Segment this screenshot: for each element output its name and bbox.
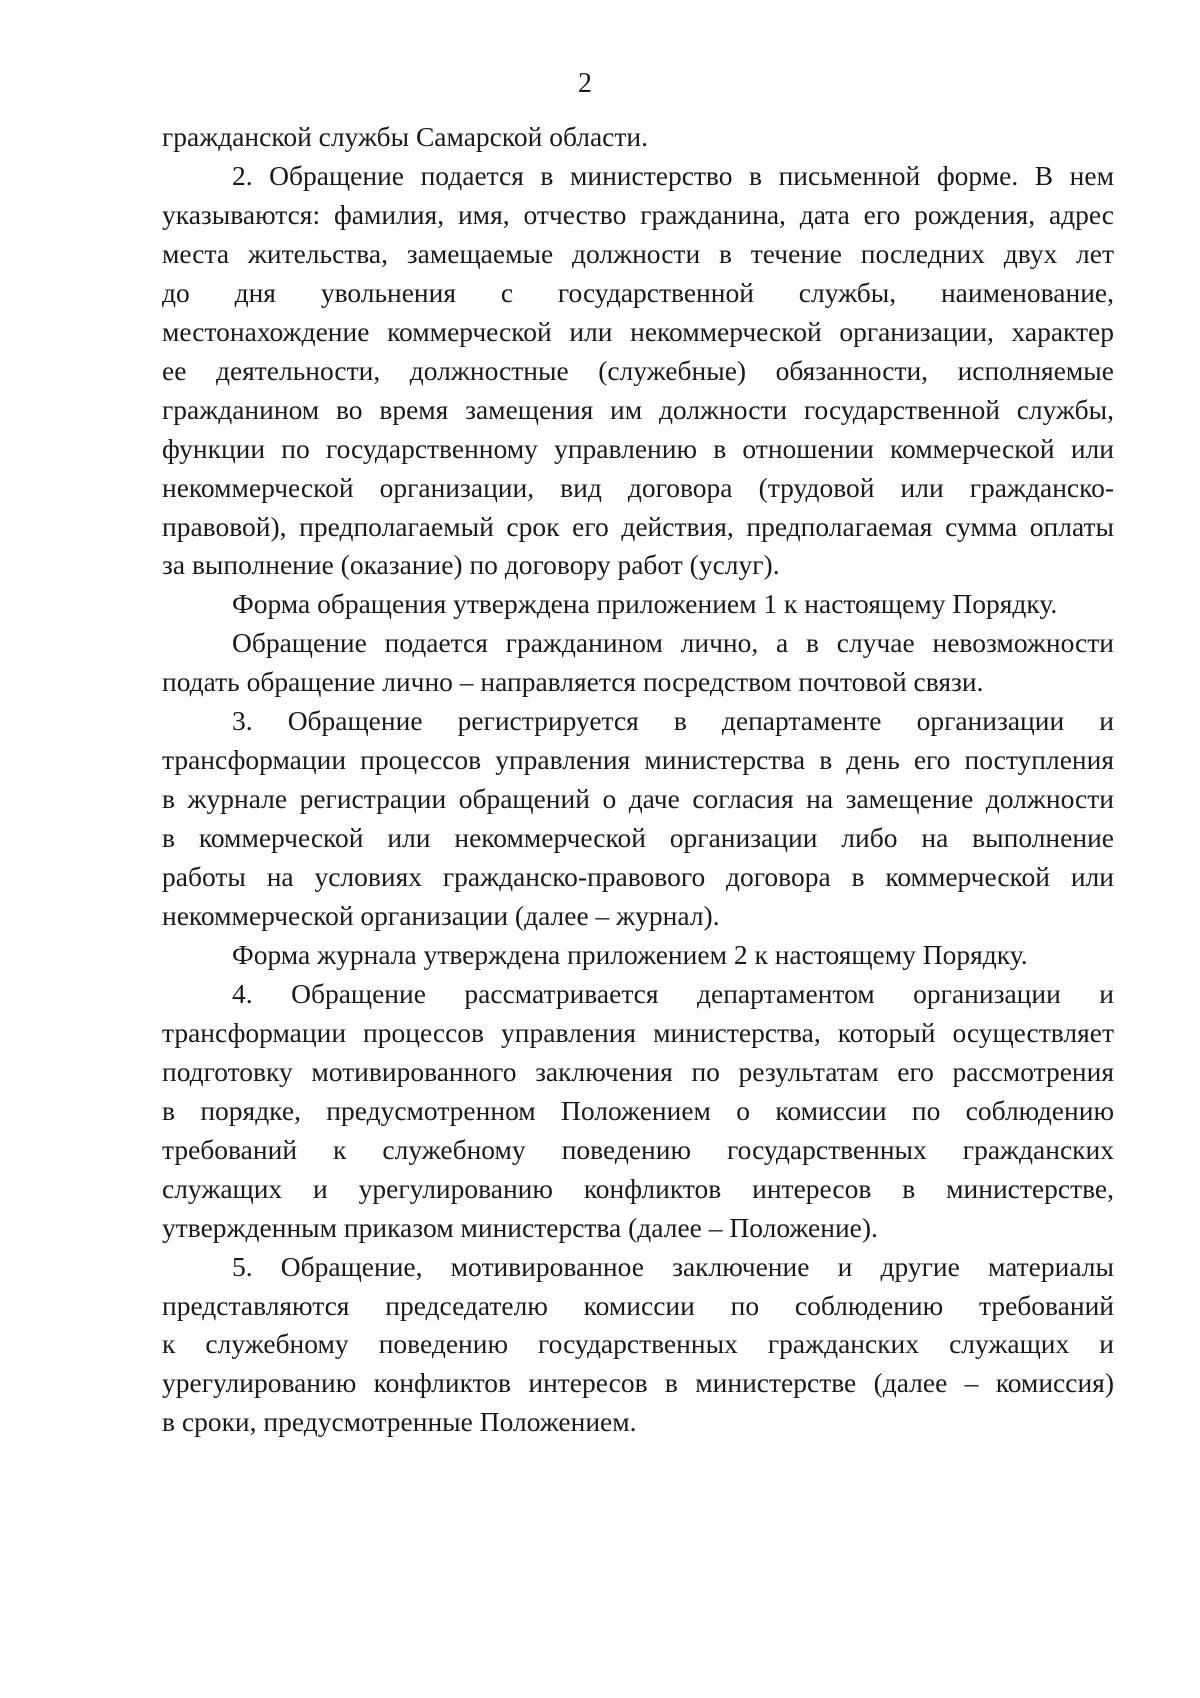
text-line: подать обращение лично – направляется посредством почтовой связи. (162, 666, 984, 698)
page-number: 2 (578, 68, 592, 99)
text-line: трансформации процессов управления министерства в день его поступления (162, 744, 1114, 776)
text-line: в порядке, предусмотренном Положением о комиссии по соблюдению (162, 1094, 1114, 1126)
text-line: 5. Обращение, мотивированное заключение и другие материалы (232, 1250, 1114, 1282)
text-line: в коммерческой или некоммерческой организации либо на выполнение (162, 822, 1114, 854)
text-line: до дня увольнения с государственной службы, наименование, (162, 276, 1114, 308)
text-line: гражданином во время замещения им должности государственной службы, (162, 393, 1114, 425)
text-line: утвержденным приказом министерства (далее – Положение). (162, 1211, 878, 1243)
text-line: некоммерческой организации, вид договора (трудовой или гражданско- (162, 471, 1114, 503)
text-line: подготовку мотивированного заключения по результатам его рассмотрения (162, 1055, 1114, 1087)
text-line: за выполнение (оказание) по договору работ (услуг). (162, 549, 780, 581)
text-line: ее деятельности, должностные (служебные) обязанности, исполняемые (162, 354, 1114, 386)
text-line: Обращение подается гражданином лично, а в случае невозможности (232, 627, 1114, 659)
text-line: места жительства, замещаемые должности в течение последних двух лет (162, 237, 1114, 269)
text-line: служащих и урегулированию конфликтов интересов в министерстве, (162, 1172, 1114, 1204)
text-line: 2. Обращение подается в министерство в письменной форме. В нем (232, 159, 1114, 191)
text-line: 4. Обращение рассматривается департаментом организации и (232, 977, 1114, 1009)
text-line: представляются председателю комиссии по соблюдению требований (162, 1289, 1114, 1321)
text-line: в журнале регистрации обращений о даче согласия на замещение должности (162, 783, 1114, 815)
text-line: правовой), предполагаемый срок его действия, предполагаемая сумма оплаты (162, 510, 1114, 542)
text-line: трансформации процессов управления министерства, который осуществляет (162, 1016, 1114, 1048)
text-line: урегулированию конфликтов интересов в министерстве (далее – комиссия) (162, 1367, 1114, 1399)
text-line: гражданской службы Самарской области. (162, 121, 648, 152)
text-line: местонахождение коммерческой или некоммерческой организации, характер (162, 315, 1114, 347)
text-line: 3. Обращение регистрируется в департаменте организации и (232, 705, 1114, 737)
text-line: указываются: фамилия, имя, отчество гражданина, дата его рождения, адрес (162, 198, 1114, 230)
text-line: Форма журнала утверждена приложением 2 к настоящему Порядку. (232, 938, 1028, 970)
text-line: в сроки, предусмотренные Положением. (162, 1406, 637, 1438)
text-line: к служебному поведению государственных гражданских служащих и (162, 1328, 1114, 1360)
text-line: функции по государственному управлению в отношении коммерческой или (162, 432, 1114, 464)
text-line: требований к служебному поведению государственных гражданских (162, 1133, 1114, 1165)
text-line: работы на условиях гражданско-правового договора в коммерческой или (162, 861, 1114, 893)
text-line: Форма обращения утверждена приложением 1 к настоящему Порядку. (232, 588, 1058, 620)
text-line: некоммерческой организации (далее – журнал). (162, 900, 720, 931)
